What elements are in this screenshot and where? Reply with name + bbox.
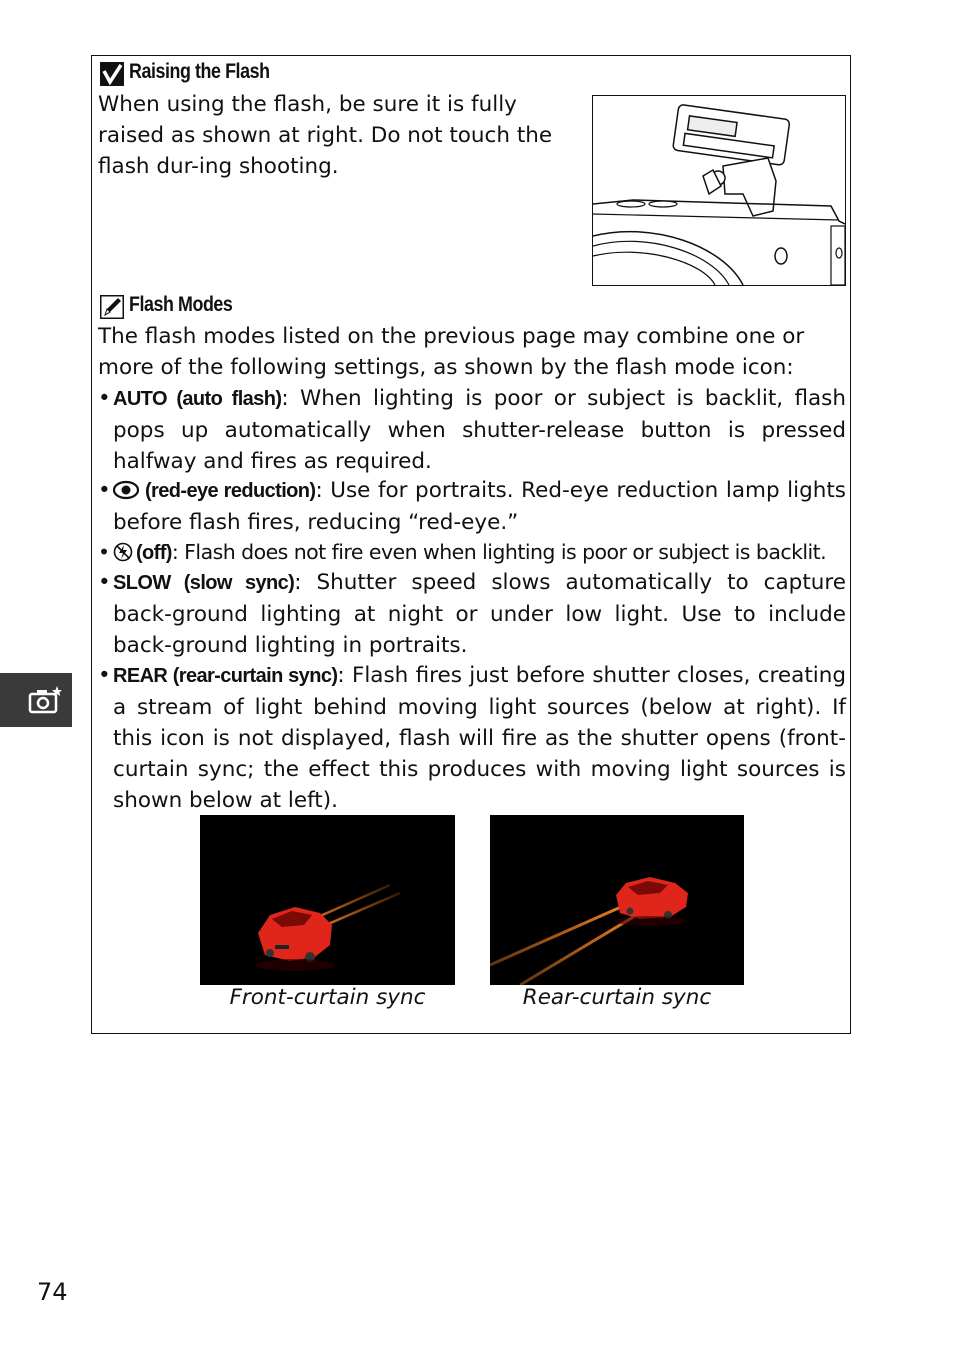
mode-term: SLOW (slow sync) xyxy=(113,572,295,594)
mode-item-slow: • SLOW (slow sync): Shutter speed slows automatically to capture back-ground lighting at night or under low light. Use to include back-ground lighting in portraits. xyxy=(98,570,846,658)
front-curtain-photo xyxy=(200,815,455,985)
mode-desc: : Flash does not fire even when lighting is poor or subject is backlit. xyxy=(171,540,827,564)
page-number: 74 xyxy=(37,1278,68,1306)
note-title: Raising the Flash xyxy=(129,60,270,83)
red-eye-icon xyxy=(113,480,139,500)
mode-desc: : When lighting is poor or subject is backlit, flash pops up automatically when shutter-release button is pressed halfway and fires as required. xyxy=(113,386,846,474)
flash-off-icon xyxy=(113,542,133,562)
mode-term: AUTO (auto flash) xyxy=(113,388,282,410)
mode-item-red-eye: • (red-eye reduction): Use for portraits. Red-eye reduction lamp lights before flash fires, reducing “red-eye.” xyxy=(98,478,846,535)
note-body: When using the flash, be sure it is fully raised as shown at right. Do not touch the flash dur-ing shooting. xyxy=(98,92,553,179)
mode-term: (off) xyxy=(136,542,172,564)
mode-desc: : Flash fires just before shutter closes, creating a stream of light behind moving light sources (below at right). If this icon is not displayed, flash will fire as the shutter opens (front-curtain sync; the effect this produces with moving light sources is shown below at left). xyxy=(113,663,846,813)
modes-intro: The flash modes listed on the previous page may combine one or more of the following settings, as shown by the flash mode icon: xyxy=(98,324,805,380)
camera-star-icon xyxy=(27,685,63,715)
mode-desc: : Use for portraits. Red-eye reduction lamp lights before flash fires, reducing “red-eye.” xyxy=(113,478,846,535)
chapter-tab xyxy=(0,673,72,727)
mode-item-off: • (off): Flash does not fire even when lighting is poor or subject is backlit. xyxy=(98,540,827,564)
rear-curtain-photo xyxy=(490,815,744,985)
pencil-note-icon xyxy=(100,295,122,317)
front-curtain-caption: Front-curtain sync xyxy=(229,985,426,1010)
check-caution-icon xyxy=(100,62,122,84)
mode-term: (red-eye reduction) xyxy=(145,480,316,502)
mode-item-auto: • AUTO (auto flash): When lighting is poor or subject is backlit, flash pops up automatically when shutter-release button is pressed halfway and fires as required. xyxy=(98,386,846,474)
mode-item-rear: • REAR (rear-curtain sync): Flash fires just before shutter closes, creating a stream of light behind moving light sources (below at right). If this icon is not displayed, flash will fire as the shutter opens (front-curtain sync; the effect this produces with moving light sources is shown below at left). xyxy=(98,663,846,813)
mode-desc: : Shutter speed slows automatically to capture back-ground lighting at night or under low light. Use to include back-ground lighting in portraits. xyxy=(113,570,846,658)
flash-raised-illustration xyxy=(592,95,846,286)
modes-title: Flash Modes xyxy=(129,293,233,316)
rear-curtain-caption: Rear-curtain sync xyxy=(522,985,712,1010)
mode-term: REAR (rear-curtain sync) xyxy=(113,665,338,687)
